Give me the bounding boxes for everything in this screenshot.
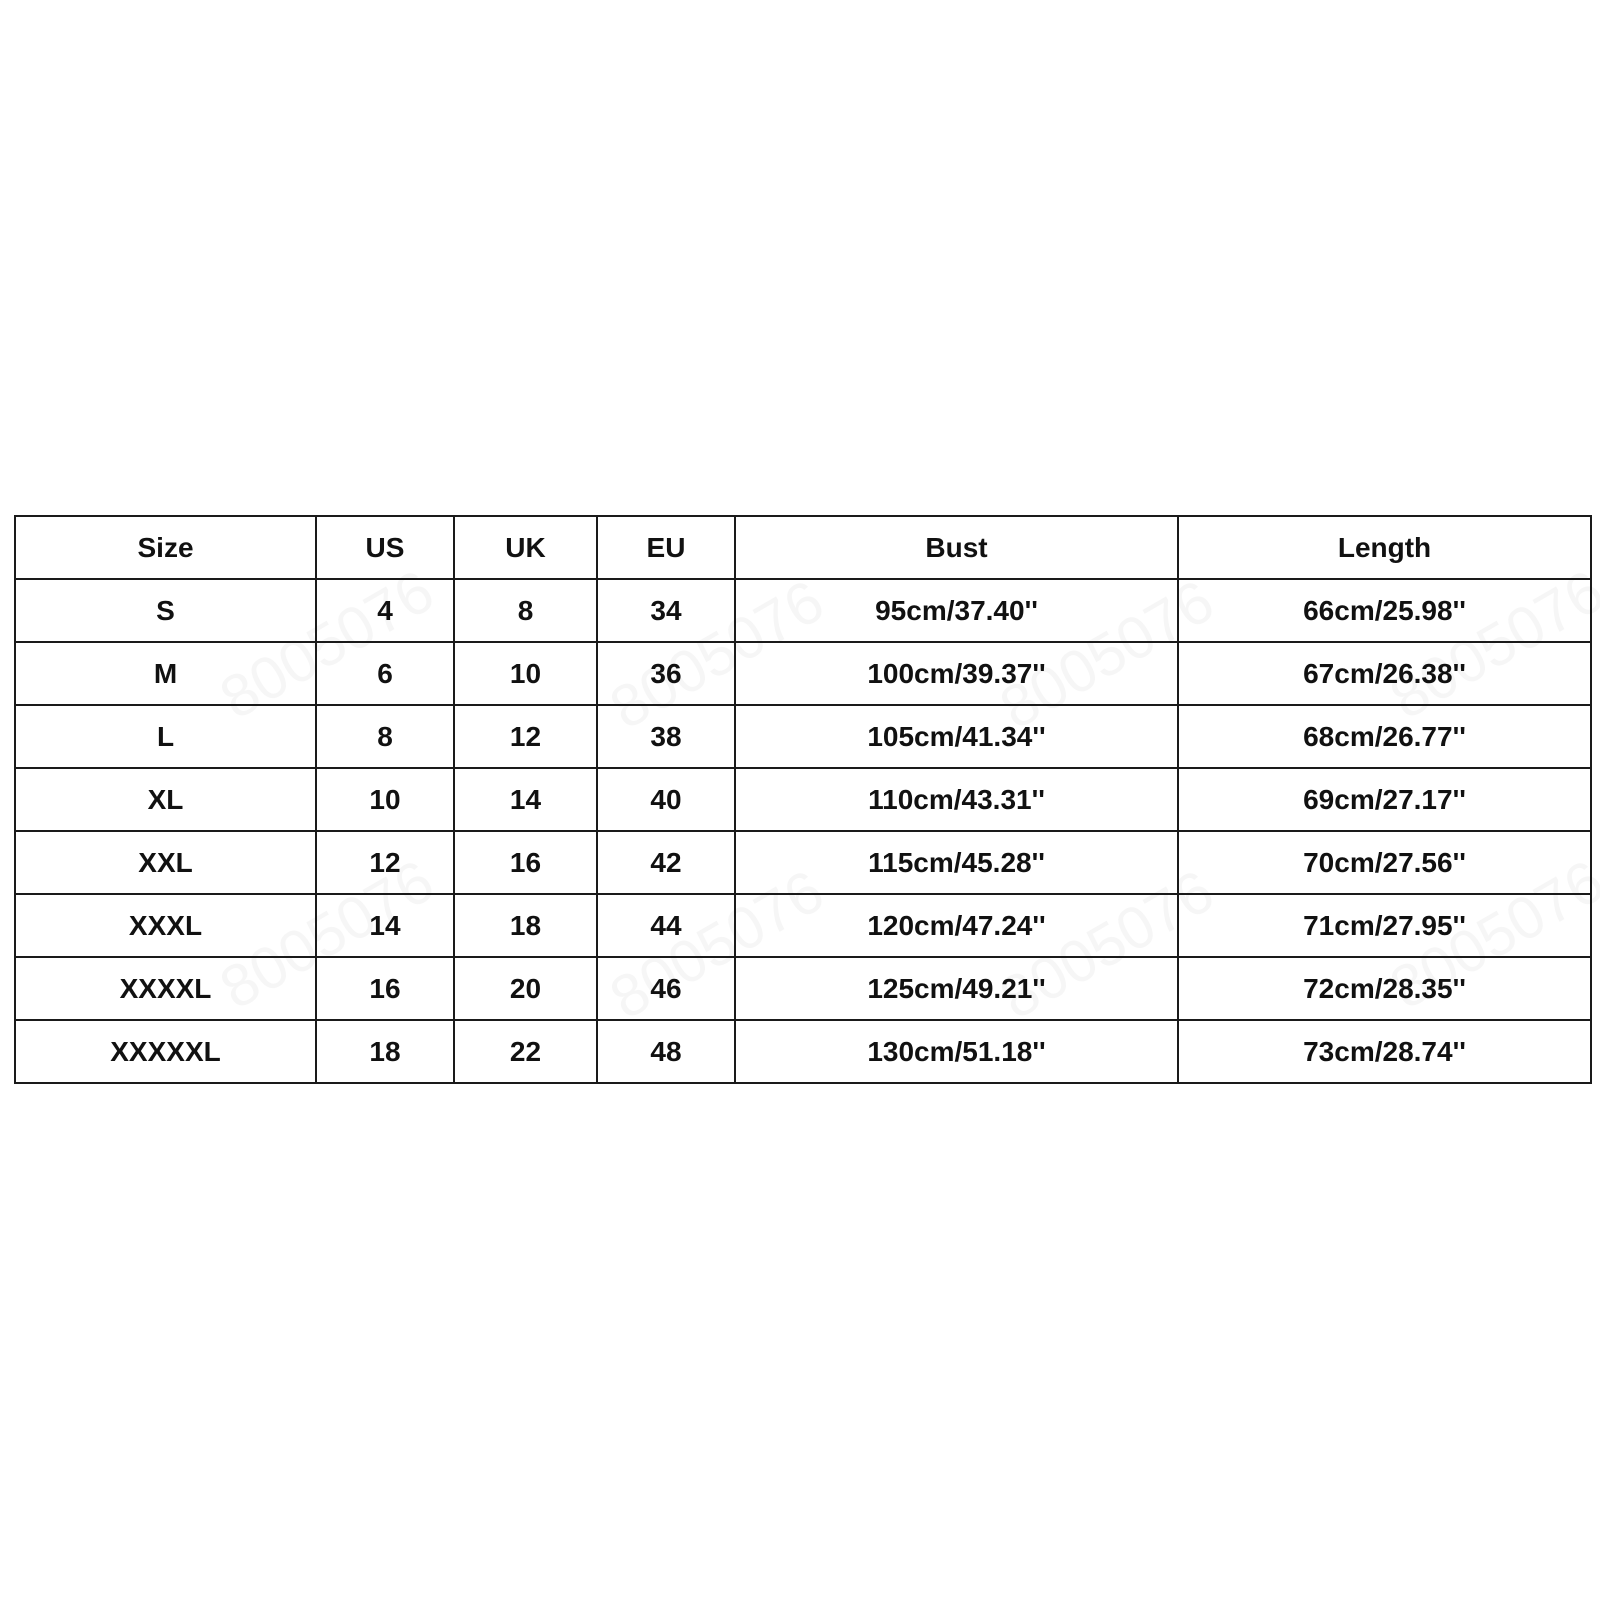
cell-length: 71cm/27.95'' [1178, 894, 1591, 957]
cell-size: XXXXXL [15, 1020, 316, 1083]
cell-eu: 34 [597, 579, 735, 642]
header-length: Length [1178, 516, 1591, 579]
cell-uk: 10 [454, 642, 597, 705]
cell-uk: 14 [454, 768, 597, 831]
table-row [15, 579, 1591, 642]
cell-eu: 48 [597, 1020, 735, 1083]
table-header-row [15, 516, 1591, 579]
table-row [15, 894, 1591, 957]
cell-size: L [15, 705, 316, 768]
header-uk: UK [454, 516, 597, 579]
cell-us: 8 [316, 705, 454, 768]
cell-size: XXL [15, 831, 316, 894]
cell-length: 72cm/28.35'' [1178, 957, 1591, 1020]
cell-uk: 8 [454, 579, 597, 642]
table-row [15, 642, 1591, 705]
cell-eu: 40 [597, 768, 735, 831]
cell-eu: 36 [597, 642, 735, 705]
cell-eu: 44 [597, 894, 735, 957]
cell-uk: 16 [454, 831, 597, 894]
header-size: Size [15, 516, 316, 579]
header-us: US [316, 516, 454, 579]
size-chart-table [14, 515, 1592, 1084]
cell-bust: 130cm/51.18'' [735, 1020, 1178, 1083]
cell-eu: 46 [597, 957, 735, 1020]
table-row [15, 705, 1591, 768]
cell-length: 66cm/25.98'' [1178, 579, 1591, 642]
cell-size: XXXXL [15, 957, 316, 1020]
cell-bust: 100cm/39.37'' [735, 642, 1178, 705]
cell-us: 4 [316, 579, 454, 642]
cell-size: XXXL [15, 894, 316, 957]
cell-bust: 120cm/47.24'' [735, 894, 1178, 957]
cell-uk: 12 [454, 705, 597, 768]
cell-eu: 38 [597, 705, 735, 768]
table-row [15, 957, 1591, 1020]
table-row [15, 831, 1591, 894]
cell-size: XL [15, 768, 316, 831]
header-eu: EU [597, 516, 735, 579]
cell-us: 10 [316, 768, 454, 831]
cell-bust: 115cm/45.28'' [735, 831, 1178, 894]
cell-length: 67cm/26.38'' [1178, 642, 1591, 705]
cell-length: 70cm/27.56'' [1178, 831, 1591, 894]
cell-us: 12 [316, 831, 454, 894]
cell-bust: 105cm/41.34'' [735, 705, 1178, 768]
cell-size: S [15, 579, 316, 642]
table-row [15, 1020, 1591, 1083]
table-row [15, 768, 1591, 831]
cell-bust: 125cm/49.21'' [735, 957, 1178, 1020]
cell-us: 6 [316, 642, 454, 705]
cell-uk: 20 [454, 957, 597, 1020]
cell-uk: 18 [454, 894, 597, 957]
cell-size: M [15, 642, 316, 705]
cell-us: 14 [316, 894, 454, 957]
cell-length: 69cm/27.17'' [1178, 768, 1591, 831]
header-bust: Bust [735, 516, 1178, 579]
cell-uk: 22 [454, 1020, 597, 1083]
cell-us: 16 [316, 957, 454, 1020]
cell-length: 68cm/26.77'' [1178, 705, 1591, 768]
cell-length: 73cm/28.74'' [1178, 1020, 1591, 1083]
cell-bust: 95cm/37.40'' [735, 579, 1178, 642]
cell-bust: 110cm/43.31'' [735, 768, 1178, 831]
cell-us: 18 [316, 1020, 454, 1083]
cell-eu: 42 [597, 831, 735, 894]
